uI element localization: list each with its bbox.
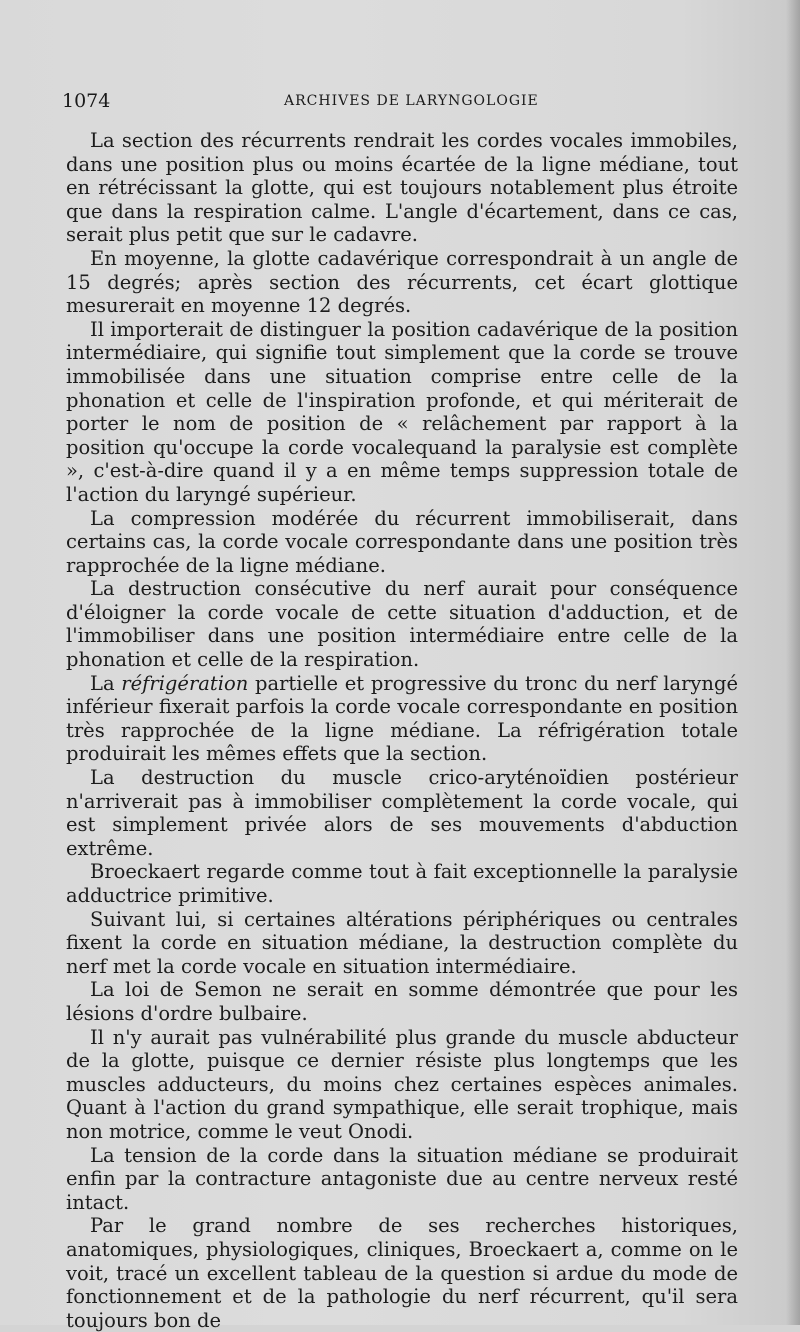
paragraph: La tension de la corde dans la situation médiane se produirait enfin par la contracture antagoniste due au centre nerveux resté intact.	[66, 1143, 738, 1214]
paragraph: La loi de Semon ne serait en somme démontrée que pour les lésions d'ordre bulbaire.	[66, 978, 738, 1025]
page-edge-shadow	[786, 0, 800, 1325]
paragraph: Il importerait de distinguer la position cadavérique de la position intermédiaire, qui signifie tout simplement que la corde se trouve immobilisée dans une situation comprise entre celle de la phonation et celle de l'inspiration profonde, et qui mériterait de porter le nom de position de « relâchement par rapport à la position qu'occupe la corde vocalequand la paralysie est complète », c'est-à-dire quand il y a en même temps suppression totale de l'action du laryngé supérieur.	[66, 317, 738, 506]
paragraph: La destruction consécutive du nerf aurait pour conséquence d'éloigner la corde vocale de cette situation d'adduction, et de l'immobiliser dans une position intermédiaire entre celle de la phonation et celle de la respiration.	[66, 577, 738, 672]
paragraph: La compression modérée du récurrent immobiliserait, dans certains cas, la corde vocale correspondante dans une position très rapprochée de la ligne médiane.	[66, 506, 738, 577]
page-header	[62, 90, 737, 114]
paragraph: La section des récurrents rendrait les cordes vocales immobiles, dans une position plus ou moins écartée de la ligne médiane, tout en rétrécissant la glotte, qui est toujours notablement plus étroite que dans la respiration calme. L'angle d'écartement, dans ce cas, serait plus petit que sur le cadavre.	[66, 129, 738, 247]
paragraph: En moyenne, la glotte cadavérique correspondrait à un angle de 15 degrés; après section des récurrents, cet écart glottique mesurerait en moyenne 12 degrés.	[66, 246, 738, 318]
paragraph: Suivant lui, si certaines altérations périphériques ou centrales fixent la corde en situation médiane, la destruction complète du nerf met la corde vocale en situation intermédiaire.	[66, 907, 738, 978]
paragraph-text: La	[90, 671, 122, 695]
paragraph: Il n'y aurait pas vulnérabilité plus grande du muscle abducteur de la glotte, puisque ce dernier résiste plus longtemps que les muscles adducteurs, du moins chez certaines espèces animales. Quant à l'action du grand sympathique, elle serait trophique, mais non motrice, comme le veut Onodi.	[66, 1025, 738, 1143]
paragraph: Par le grand nombre de ses recherches historiques, anatomiques, physiologiques, cliniques, Broeckaert a, comme on le voit, tracé un excellent tableau de la question si ardue du mode de fonctionnement et de la pathologie du nerf récurrent, qu'il sera toujours bon de	[66, 1214, 738, 1332]
body-text	[66, 129, 738, 1332]
running-title: ARCHIVES DE LARYNGOLOGIE	[284, 93, 539, 109]
emphasized-term: réfrigération	[121, 671, 249, 695]
page-number: 1074	[62, 90, 111, 112]
paragraph-text: partielle et progressive du tronc du nerf laryngé inférieur fixerait parfois la corde vocale correspondante en position très rapprochée de la ligne médiane. La réfrigération totale produirait les mêmes effets que la section.	[66, 671, 738, 766]
paragraph	[66, 672, 738, 766]
paragraph: La destruction du muscle crico-aryténoïdien postérieur n'arriverait pas à immobiliser complètement la corde vocale, qui est simplement privée alors de ses mouvements d'abduction extrême.	[66, 766, 738, 860]
paragraph: Broeckaert regarde comme tout à fait exceptionnelle la paralysie adductrice primitive.	[66, 860, 738, 907]
